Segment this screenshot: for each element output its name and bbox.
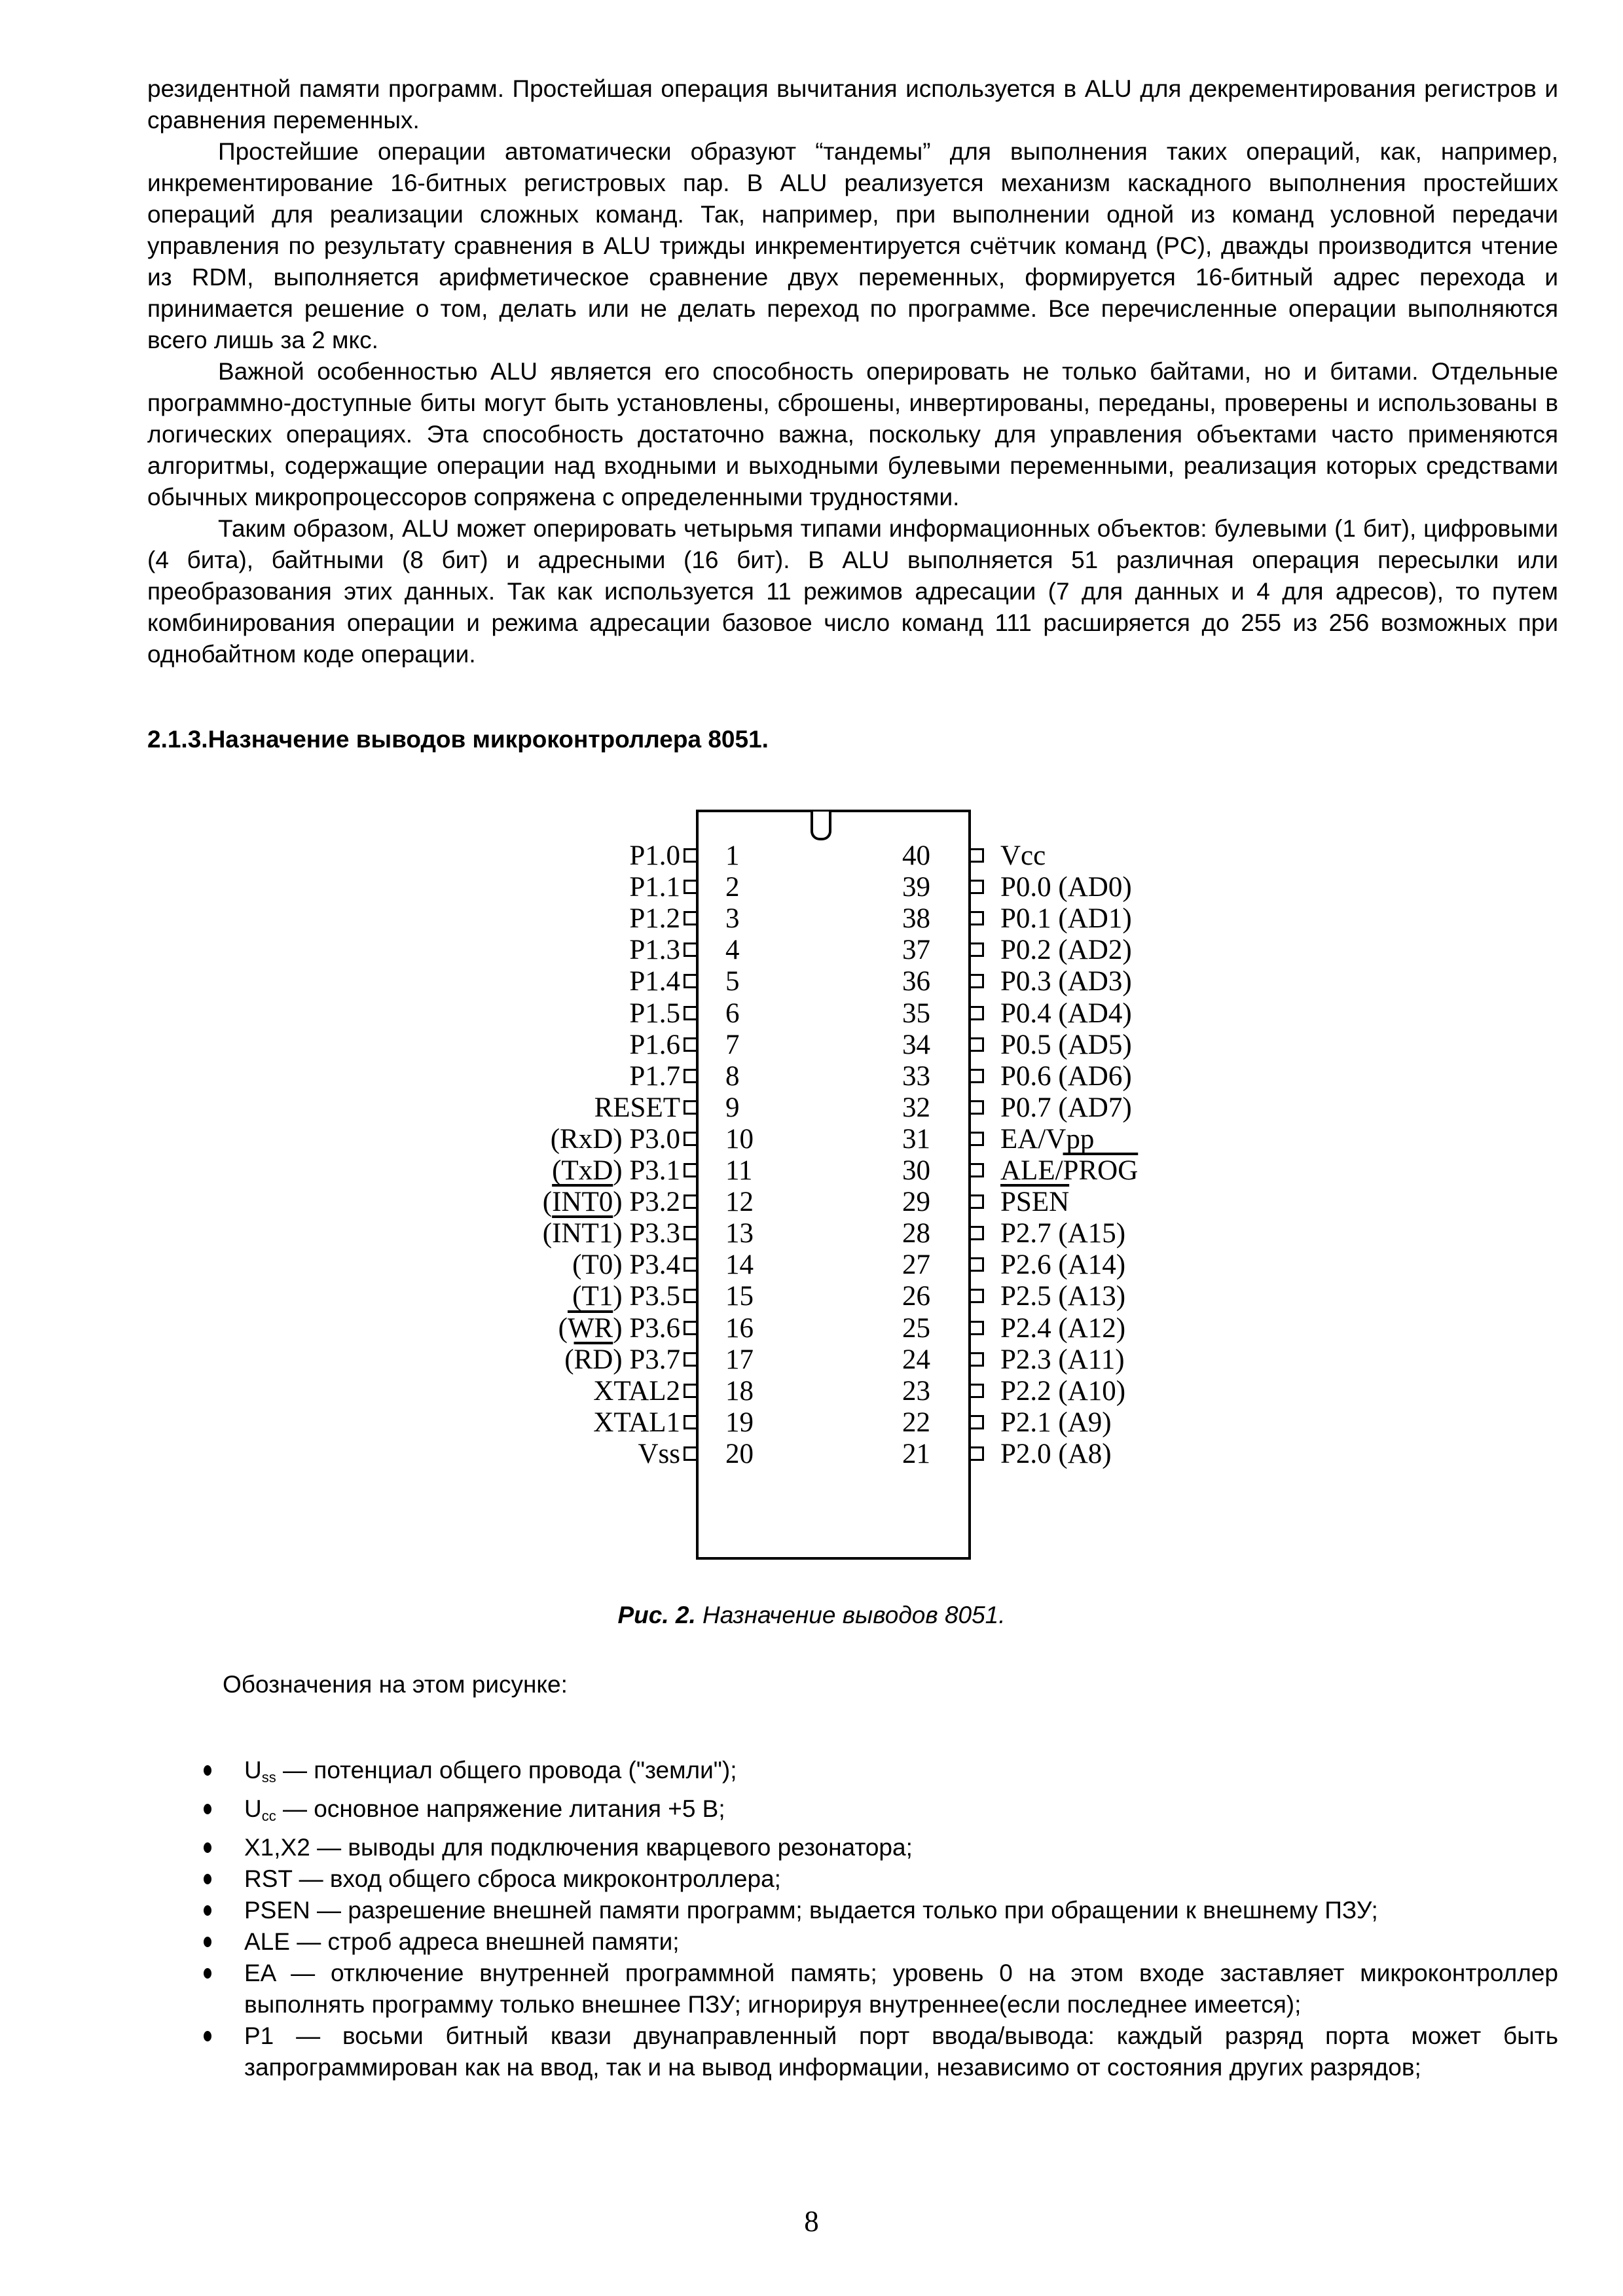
pin-alt-function-name: RxD xyxy=(560,1123,613,1155)
legend-item xyxy=(147,1755,1558,1793)
bullet-icon xyxy=(204,1874,211,1884)
pin-alt-function-name: T1 xyxy=(581,1281,613,1312)
legend-description: — отключение внутренней программной память; уровень 0 на этом входе заставляет микроконтроллер выполнять программу только внешнее ПЗУ; игнорируя внутреннее(если последнее имеется); xyxy=(244,1960,1558,2018)
pin-alt-function xyxy=(1051,1218,1125,1249)
pin-alt-function xyxy=(1051,1407,1112,1438)
pin-pad-icon xyxy=(971,942,984,957)
pin-label-left xyxy=(287,870,680,905)
pin-alt-function xyxy=(1051,1061,1132,1092)
pin-pad-icon xyxy=(684,1163,697,1177)
pin-pad-icon xyxy=(971,1037,984,1052)
pin-label-left xyxy=(287,1437,680,1471)
pin-name: P0.3 xyxy=(1000,966,1051,997)
pin-pad-icon xyxy=(971,1446,984,1461)
pin-pad-icon xyxy=(684,911,697,925)
pin-alt-function: $(\overline{RD})$ xyxy=(564,1344,630,1375)
pin-number: 11 xyxy=(725,1155,753,1186)
pin-label-left xyxy=(287,1060,680,1094)
pin-row xyxy=(0,1091,1623,1125)
pin-label-left xyxy=(287,1028,680,1062)
pin-label-right xyxy=(1000,965,1132,999)
pin-number: 18 xyxy=(725,1375,754,1407)
pin-alt-function xyxy=(1051,935,1132,965)
legend-description: — строб адреса внешней памяти; xyxy=(289,1928,680,1955)
pin-alt-function-name: INT1 xyxy=(552,1218,613,1249)
pin-alt-function-name: (AD1) xyxy=(1058,903,1132,935)
legend-list xyxy=(147,1755,1558,2083)
pin-number: 16 xyxy=(725,1312,754,1344)
pin-number: 26 xyxy=(902,1281,930,1312)
pin-pad-icon xyxy=(971,1132,984,1146)
pin-row xyxy=(0,1154,1623,1188)
pin-pad-icon xyxy=(971,1163,984,1177)
legend-term: P1 xyxy=(244,2022,274,2049)
pin-label-left xyxy=(287,1217,680,1251)
pin-name: P0.4 xyxy=(1000,997,1051,1029)
pin-alt-function: (RxD) xyxy=(550,1123,630,1155)
pin-alt-function xyxy=(1051,1344,1125,1375)
legend-description: — восьми битный квази двунаправленный порт ввода/вывода: каждый разряд порта может быть запрограммирован как на ввод, так и на вывод информации, независимо от состояния других разрядов; xyxy=(244,2022,1558,2081)
pin-row xyxy=(0,933,1623,967)
pin-label-right xyxy=(1000,870,1132,905)
pin-pad-icon xyxy=(971,1352,984,1367)
pin-alt-function xyxy=(1051,1092,1132,1123)
pin-number: 6 xyxy=(725,997,740,1029)
paragraph-4: Таким образом, ALU может оперировать четырьмя типами информационных объектов: булевыми (1 бит), цифровыми (4 бита), байтными (8 бит) и адресными (16 бит). В ALU выполняется 51 различная операция пересылки или преобразования этих данных. Так как используется 11 режимов адресации (7 для данных и 4 для адресов), то путем комбинирования операции и режима адресации базовое число команд 111 расширяется до 255 из 256 возможных при однобайтном коде операции. xyxy=(147,515,1558,668)
pin-row xyxy=(0,1248,1623,1282)
pin-label-right xyxy=(1000,1280,1125,1314)
chip-notch-icon xyxy=(811,812,831,840)
legend-term: EA xyxy=(244,1960,276,1986)
bullet-icon xyxy=(204,1842,211,1853)
pin-name: P2.2 xyxy=(1000,1375,1051,1407)
pin-pad-icon xyxy=(684,1321,697,1335)
pin-row xyxy=(0,1312,1623,1346)
pin-number: 4 xyxy=(725,935,740,966)
pin-label-left xyxy=(287,933,680,967)
pin-name: XTAL1 xyxy=(593,1407,680,1438)
pin-number: 8 xyxy=(725,1060,740,1092)
pin-label-left xyxy=(287,1374,680,1408)
pin-alt-function-name: $\overline{RD}$ xyxy=(574,1344,613,1375)
pin-number: 12 xyxy=(725,1187,754,1218)
pin-number: 22 xyxy=(902,1407,930,1438)
pin-alt-function xyxy=(1051,1249,1125,1280)
pin-label-right xyxy=(1000,1437,1112,1471)
legend-item xyxy=(147,2020,1558,2083)
pin-pad-icon xyxy=(684,1037,697,1052)
pin-number: 14 xyxy=(725,1249,754,1281)
bullet-icon xyxy=(204,1804,211,1814)
pin-label-left xyxy=(287,997,680,1031)
pin-pad-icon xyxy=(971,1415,984,1429)
pin-number: 25 xyxy=(902,1312,930,1344)
pin-name: P3.4 xyxy=(629,1249,680,1281)
pin-alt-function-name: (AD0) xyxy=(1058,872,1132,903)
legend-item xyxy=(147,1832,1558,1863)
pin-number: 13 xyxy=(725,1218,754,1249)
pin-pad-icon xyxy=(684,880,697,894)
pin-pad-icon xyxy=(971,1257,984,1272)
pin-number: 27 xyxy=(902,1249,930,1281)
pin-pad-icon xyxy=(684,848,697,863)
pin-name: P1.1 xyxy=(629,872,680,903)
pin-number: 15 xyxy=(725,1281,754,1312)
pin-label-right xyxy=(1000,1248,1125,1282)
paragraph-2: Простейшие операции автоматически образуют “тандемы” для выполнения таких операций, как, например, инкрементирование 16-битных регистровых пар. В ALU реализуется механизм каскадного выполнения простейших операций для реализации сложных команд. Так, например, при выполнении одной из команд условной передачи управления по результату сравнения в ALU трижды инкрементируется счётчик команд (PC), дважды производится чтение из RDM, выполняется арифметическое сравнение двух переменных, формируется 16-битный адрес перехода и принимается решение о том, делать или не делать переход по программе. Все перечисленные операции выполняются всего лишь за 2 мкс. xyxy=(147,138,1558,353)
legend-term: RST xyxy=(244,1865,293,1892)
legend-term: X1,X2 xyxy=(244,1834,310,1861)
pin-name: P2.6 xyxy=(1000,1249,1051,1281)
pin-number: 34 xyxy=(902,1029,930,1060)
legend-term-subscript: ss xyxy=(261,1769,276,1785)
pin-label-right xyxy=(1000,902,1132,936)
paragraph-3: Важной особенностью ALU является его способность оперировать не только байтами, но и битами. Отдельные программно-доступные биты могут быть установлены, сброшены, инвертированы, переданы, проверены и использованы в логических операциях. Эта способность достаточно важна, поскольку для управления объектами часто применяются алгоритмы, содержащие операции над входными и выходными булевыми переменными, реализация которых средствами обычных микропроцессоров сопряжена с определенными трудностями. xyxy=(147,358,1558,511)
pin-row xyxy=(0,997,1623,1031)
bullet-icon xyxy=(204,1765,211,1776)
pin-row xyxy=(0,870,1623,905)
pin-number: 3 xyxy=(725,903,740,935)
legend-description: — вход общего сброса микроконтроллера; xyxy=(292,1865,781,1892)
pin-alt-function xyxy=(1051,1313,1125,1344)
pin-number: 7 xyxy=(725,1029,740,1060)
pin-name-active-low: PROG xyxy=(1063,1155,1139,1186)
pin-name: P1.4 xyxy=(629,966,680,997)
document-body xyxy=(147,73,1558,755)
pin-number: 39 xyxy=(902,872,930,903)
pin-name: P1.5 xyxy=(629,997,680,1029)
legend-intro: Обозначения на этом рисунке: xyxy=(223,1671,568,1698)
pin-row xyxy=(0,1122,1623,1157)
pin-name: P3.0 xyxy=(629,1123,680,1155)
legend-item xyxy=(147,1895,1558,1926)
pin-name: P3.7 xyxy=(629,1344,680,1375)
pin-number: 36 xyxy=(902,966,930,997)
pin-label-left xyxy=(287,839,680,873)
page-number: 8 xyxy=(804,2205,819,2238)
pin-name: P0.7 xyxy=(1000,1092,1051,1123)
pin-alt-function: (TxD) xyxy=(552,1155,630,1186)
pin-alt-function-name: (A13) xyxy=(1058,1281,1126,1312)
pin-name: P1.0 xyxy=(629,840,680,871)
pin-row xyxy=(0,1185,1623,1219)
pin-number: 38 xyxy=(902,903,930,935)
pin-number: 20 xyxy=(725,1438,754,1469)
legend-term: ALE xyxy=(244,1928,290,1955)
legend-item xyxy=(147,1958,1558,2020)
pin-name: P0.5 xyxy=(1000,1029,1051,1060)
legend-description: — потенциал общего провода ("земли"); xyxy=(276,1757,737,1784)
pin-number: 23 xyxy=(902,1375,930,1407)
pin-name: P1.6 xyxy=(629,1029,680,1060)
pin-pad-icon xyxy=(971,1289,984,1303)
pin-pad-icon xyxy=(971,1006,984,1020)
bullet-icon xyxy=(204,2031,211,2041)
pin-label-right xyxy=(1000,997,1132,1031)
pin-name: P2.4 xyxy=(1000,1312,1051,1344)
pin-pad-icon xyxy=(684,1194,697,1209)
pin-pad-icon xyxy=(684,1415,697,1429)
pin-name: Vss xyxy=(638,1438,680,1469)
pin-alt-function-name: INT0 xyxy=(552,1187,613,1218)
pin-pad-icon xyxy=(684,1289,697,1303)
pin-row xyxy=(0,1437,1623,1471)
pin-name: P0.0 xyxy=(1000,872,1051,903)
legend-item xyxy=(147,1863,1558,1895)
pin-label-left xyxy=(287,1312,680,1346)
pin-label-right xyxy=(1000,1374,1125,1408)
legend-item xyxy=(147,1793,1558,1832)
pin-label-right xyxy=(1000,1028,1132,1062)
pin-pad-icon xyxy=(684,1446,697,1461)
pin-label-left xyxy=(287,1091,680,1125)
pin-label-left xyxy=(287,1185,680,1219)
pin-row xyxy=(0,839,1623,873)
pin-pad-icon xyxy=(971,1321,984,1335)
pin-pad-icon xyxy=(684,1352,697,1367)
pin-label-left xyxy=(287,902,680,936)
pin-number: 10 xyxy=(725,1123,754,1155)
caption-text: Назначение выводов 8051. xyxy=(695,1602,1006,1628)
pin-name: P3.6 xyxy=(629,1312,680,1344)
pin-label-left xyxy=(287,1343,680,1377)
pin-alt-function-name: TxD xyxy=(561,1155,613,1186)
bullet-icon xyxy=(204,1905,211,1916)
pin-alt-function: (INT0) xyxy=(542,1187,630,1218)
pin-name: P0.6 xyxy=(1000,1060,1051,1092)
pin-pad-icon xyxy=(971,880,984,894)
pin-number: 5 xyxy=(725,966,740,997)
pin-row xyxy=(0,1217,1623,1251)
legend-item xyxy=(147,1926,1558,1958)
pin-name: XTAL2 xyxy=(593,1375,680,1407)
pin-label-right xyxy=(1000,1060,1132,1094)
pin-name: EA/Vpp xyxy=(1000,1123,1095,1155)
pin-alt-function: $(\overline{WR})$ xyxy=(558,1312,630,1344)
pin-number: 31 xyxy=(902,1123,930,1155)
pin-row xyxy=(0,1280,1623,1314)
pin-number: 29 xyxy=(902,1187,930,1218)
pin-name: P3.5 xyxy=(629,1281,680,1312)
pin-name: P0.2 xyxy=(1000,935,1051,966)
pin-name: P2.1 xyxy=(1000,1407,1051,1438)
pin-name: P3.3 xyxy=(629,1218,680,1249)
pin-alt-function xyxy=(1051,998,1132,1029)
pin-label-right xyxy=(1000,1312,1125,1346)
pin-number: 2 xyxy=(725,872,740,903)
pin-name: P1.7 xyxy=(629,1060,680,1092)
pin-label-right xyxy=(1000,1185,1069,1219)
pin-number: 30 xyxy=(902,1155,930,1186)
pin-alt-function-name: (A9) xyxy=(1058,1407,1112,1438)
pin-pad-icon xyxy=(971,911,984,925)
pin-name: P2.7 xyxy=(1000,1218,1051,1249)
pin-alt-function-name: T0 xyxy=(581,1249,613,1281)
pin-alt-function-name: (A8) xyxy=(1058,1438,1112,1469)
pin-alt-function-name: (AD4) xyxy=(1058,997,1132,1029)
legend-description: — разрешение внешней памяти программ; выдается только при обращении к внешнему ПЗУ; xyxy=(310,1897,1378,1924)
pin-alt-function-name: (A10) xyxy=(1058,1375,1126,1407)
pin-pad-icon xyxy=(971,1194,984,1209)
pin-alt-function xyxy=(1051,1376,1125,1407)
pin-number: 19 xyxy=(725,1407,754,1438)
pin-pad-icon xyxy=(684,1384,697,1398)
pin-name: P3.2 xyxy=(629,1187,680,1218)
pin-label-left xyxy=(287,1154,680,1188)
pin-row xyxy=(0,1060,1623,1094)
bullet-icon xyxy=(204,1937,211,1947)
pin-pad-icon xyxy=(684,942,697,957)
pin-name: P1.2 xyxy=(629,903,680,935)
pin-label-left xyxy=(287,965,680,999)
pin-alt-function-name: (AD7) xyxy=(1058,1092,1132,1123)
pin-number: 21 xyxy=(902,1438,930,1469)
figure-caption xyxy=(0,1602,1623,1629)
pin-name: P2.3 xyxy=(1000,1344,1051,1375)
pin-label-right xyxy=(1000,1406,1112,1440)
legend-term: PSEN xyxy=(244,1897,310,1924)
pin-alt-function-name: (A14) xyxy=(1058,1249,1126,1281)
pin-name: ALE/ xyxy=(1000,1155,1063,1186)
pin-alt-function-name: (A11) xyxy=(1058,1344,1125,1375)
pin-label-right xyxy=(1000,1217,1125,1251)
pin-row xyxy=(0,965,1623,999)
pin-pad-icon xyxy=(971,848,984,863)
legend-term: U xyxy=(244,1757,262,1784)
pin-pad-icon xyxy=(684,1226,697,1240)
pin-label-right xyxy=(1000,1091,1132,1125)
pin-number: 40 xyxy=(902,840,930,871)
pin-number: 17 xyxy=(725,1344,754,1375)
pin-label-left xyxy=(287,1248,680,1282)
caption-label: Рис. 2. xyxy=(617,1602,696,1628)
pin-alt-function-name: (AD2) xyxy=(1058,935,1132,966)
pin-label-left xyxy=(287,1122,680,1157)
pin-row xyxy=(0,1374,1623,1408)
pin-pad-icon xyxy=(971,974,984,988)
pin-name: RESET xyxy=(594,1092,680,1123)
pin-pad-icon xyxy=(684,1069,697,1083)
legend-description: — основное напряжение литания +5 В; xyxy=(276,1795,725,1822)
pin-alt-function: (INT1) xyxy=(542,1218,630,1249)
bullet-icon xyxy=(204,1968,211,1979)
pin-pad-icon xyxy=(971,1226,984,1240)
pin-label-right xyxy=(1000,933,1132,967)
pin-number: 33 xyxy=(902,1060,930,1092)
chip-body xyxy=(696,810,971,1560)
pin-name: P2.5 xyxy=(1000,1281,1051,1312)
legend-term-subscript: cc xyxy=(261,1808,276,1824)
pin-label-right xyxy=(1000,1343,1125,1377)
pin-alt-function-name: (AD3) xyxy=(1058,966,1132,997)
pin-name: P3.1 xyxy=(629,1155,680,1186)
pin-pad-icon xyxy=(684,1100,697,1115)
pin-name: P2.0 xyxy=(1000,1438,1051,1469)
pin-pad-icon xyxy=(971,1100,984,1115)
pin-name: P0.1 xyxy=(1000,903,1051,935)
paragraph-1: резидентной памяти программ. Простейшая операция вычитания используется в ALU для декрементирования регистров и сравнения переменных. xyxy=(147,75,1558,134)
pin-pad-icon xyxy=(971,1069,984,1083)
pin-name: P1.3 xyxy=(629,935,680,966)
pin-number: 28 xyxy=(902,1218,930,1249)
pin-pad-icon xyxy=(684,974,697,988)
pin-pad-icon xyxy=(684,1257,697,1272)
pin-alt-function xyxy=(1051,903,1132,934)
pin-label-left xyxy=(287,1280,680,1314)
pin-number: 35 xyxy=(902,997,930,1029)
pin-alt-function xyxy=(1051,872,1132,903)
pin-number: 24 xyxy=(902,1344,930,1375)
section-heading: 2.1.3.Назначение выводов микроконтроллера 8051. xyxy=(147,726,769,753)
pin-alt-function: (T1) xyxy=(572,1281,630,1312)
pin-name: Vcc xyxy=(1000,840,1046,871)
pin-label-right xyxy=(1000,1154,1138,1188)
pin-number: 32 xyxy=(902,1092,930,1123)
pin-row xyxy=(0,1406,1623,1440)
pin-alt-function xyxy=(1051,1281,1125,1312)
pin-pad-icon xyxy=(971,1384,984,1398)
pin-alt-function xyxy=(1051,1030,1132,1060)
pin-pad-icon xyxy=(684,1132,697,1146)
pin-alt-function-name: (A12) xyxy=(1058,1312,1126,1344)
pin-number: 9 xyxy=(725,1092,740,1123)
legend-description: — выводы для подключения кварцевого резонатора; xyxy=(310,1834,913,1861)
legend-term: U xyxy=(244,1795,262,1822)
pin-number: 37 xyxy=(902,935,930,966)
pin-alt-function: (T0) xyxy=(572,1249,630,1281)
pin-alt-function-name: (A15) xyxy=(1058,1218,1126,1249)
pin-name-active-low: PSEN xyxy=(1000,1187,1070,1218)
pin-row xyxy=(0,1028,1623,1062)
pin-label-right xyxy=(1000,839,1046,873)
pin-alt-function xyxy=(1051,966,1132,997)
pin-alt-function xyxy=(1051,1439,1112,1469)
pin-number: 1 xyxy=(725,840,740,871)
pin-row xyxy=(0,1343,1623,1377)
pin-label-left xyxy=(287,1406,680,1440)
pin-alt-function-name: $\overline{WR}$ xyxy=(567,1312,613,1344)
pin-alt-function-name: (AD6) xyxy=(1058,1060,1132,1092)
pin-alt-function-name: (AD5) xyxy=(1058,1029,1132,1060)
pin-row xyxy=(0,902,1623,936)
pin-label-right xyxy=(1000,1122,1094,1157)
pin-pad-icon xyxy=(684,1006,697,1020)
